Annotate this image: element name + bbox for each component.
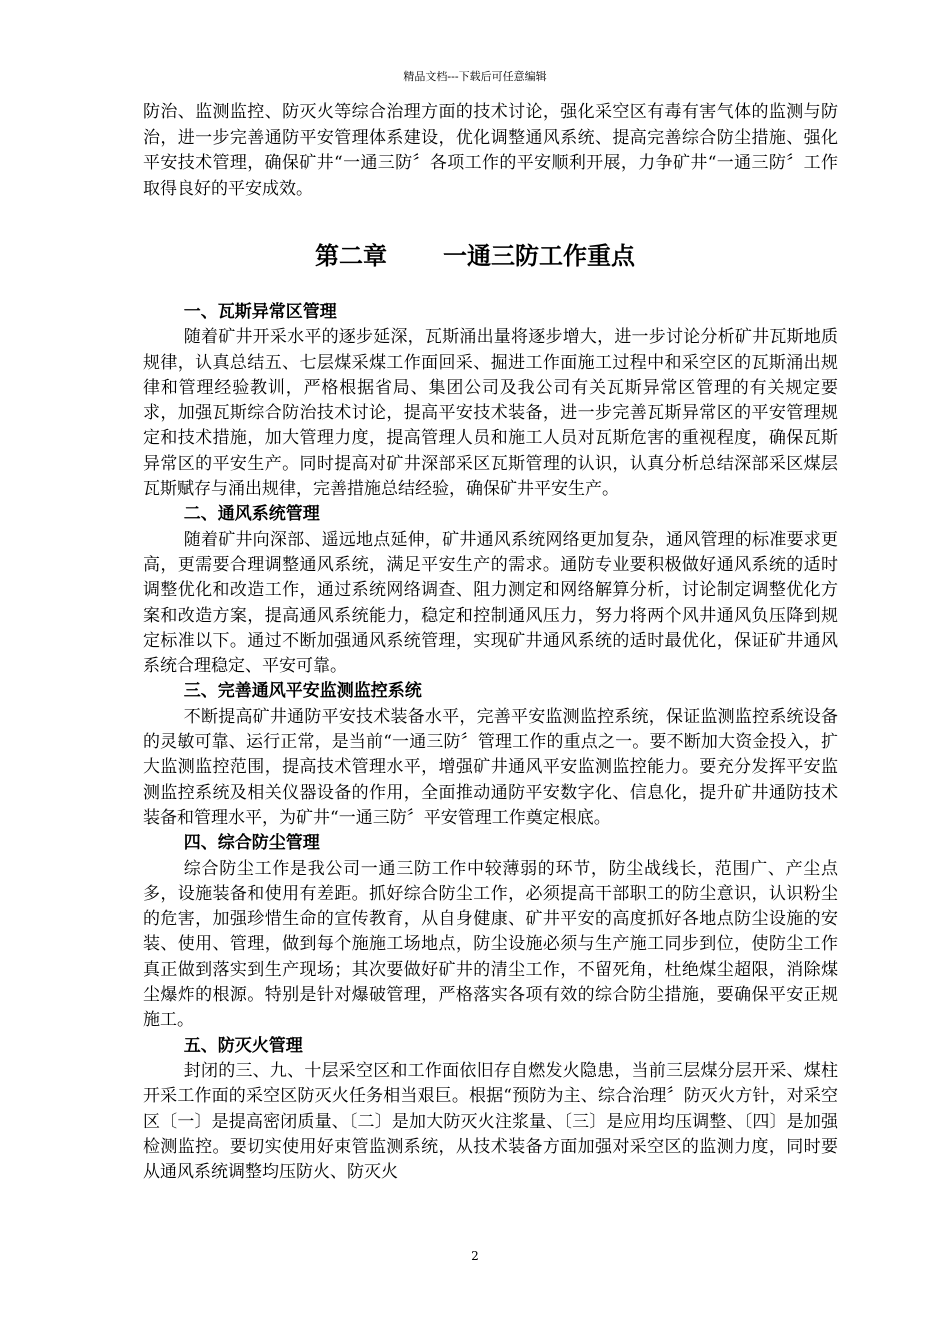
chapter-name: 一通三防工作重点 — [443, 241, 635, 270]
section-text: 不断提高矿井通防平安技术装备水平，完善平安监测监控系统，保证监测监控系统设备的灵敏可靠、运行正常，是当前“一通三防〞管理工作的重点之一。要不断加大资金投入，扩大监测监控范围，提高技术管理水平，增强矿井通风平安监测监控能力。要充分发挥平安监测监控系统及相关仪器设备的作用，全面推动通防平安数字化、信息化，提升矿井通防技术装备和管理水平，为矿井“一通三防〞平安管理工作奠定根底。 — [143, 706, 838, 828]
section-text: 随着矿井向深部、遥远地点延伸，矿井通风系统网络更加复杂，通风管理的标准要求更高，更需要合理调整通风系统，满足平安生产的需求。通防专业要积极做好通风系统的适时调整优化和改造工作，通过系统网络调查、阻力测定和网络解算分析，讨论制定调整优化方案和改造方案，提高通风系统能力，稳定和控制通风压力，努力将两个风井通风负压降到规定标准以下。通过不断加强通风系统管理，实现矿井通风系统的适时最优化，保证矿井通风系统合理稳定、平安可靠。 — [143, 529, 838, 677]
page-number: 2 — [471, 1249, 479, 1263]
page-header: 精品文档---下载后可任意编辑 — [403, 70, 547, 83]
section-text: 综合防尘工作是我公司一通三防工作中较薄弱的环节，防尘战线长，范围广、产尘点多，设施装备和使用有差距。抓好综合防尘工作，必须提高干部职工的防尘意识，认识粉尘的危害，加强珍惜生命的宣传教育，从自身健康、矿井平安的高度抓好各地点防尘设施的安装、使用、管理，做到每个施施工场地点，防尘设施必须与生产施工同步到位，使防尘工作真正做到落实到生产现场；其次要做好矿井的清尘工作，不留死角，杜绝煤尘超限，消除煤尘爆炸的根源。特别是针对爆破管理，严格落实各项有效的综合防尘措施，要确保平安正规施工。 — [143, 858, 838, 1031]
section-text: 随着矿井开采水平的逐步延深，瓦斯涌出量将逐步增大，进一步讨论分析矿井瓦斯地质规律，认真总结五、七层煤采煤工作面回采、掘进工作面施工过程中和采空区的瓦斯涌出规律和管理经验教训，严格根据省局、集团公司及我公司有关瓦斯异常区管理的有关规定要求，加强瓦斯综合防治技术讨论，提高平安技术装备，进一步完善瓦斯异常区的平安管理规定和技术措施，加大管理力度，提高管理人员和施工人员对瓦斯危害的重视程度，确保瓦斯异常区的平安生产。同时提高对矿井深部采区瓦斯管理的认识，认真分析总结深部采区煤层瓦斯赋存与涌出规律，完善措施总结经验，确保矿井平安生产。 — [143, 327, 838, 500]
section-heading: 二、通风系统管理 — [183, 504, 320, 525]
section-text: 封闭的三、九、十层采空区和工作面依旧存自燃发火隐患，当前三层煤分层开采、煤柱开采工作面的采空区防灭火任务相当艰巨。根据“预防为主、综合治理〞防灭火方针，对采空区〔一〕是提高密闭质量、〔二〕是加大防灭火注浆量、〔三〕是应用均压调整、〔四〕是加强检测监控。要切实使用好束管监测系统，从技术装备方面加强对采空区的监测力度，同时要从通风系统调整均压防火、防灭火 — [143, 1060, 838, 1183]
section-heading: 三、完善通风平安监测监控系统 — [183, 681, 422, 702]
section-heading: 一、瓦斯异常区管理 — [183, 302, 337, 322]
section-heading: 五、防灭火管理 — [183, 1035, 303, 1056]
document-body — [143, 300, 838, 1185]
chapter-number: 第二章 — [315, 241, 387, 270]
intro-paragraph — [143, 100, 838, 202]
intro-text: 防治、监测监控、防灭火等综合治理方面的技术讨论，强化采空区有毒有害气体的监测与防治，进一步完善通防平安管理体系建设，优化调整通风系统、提高完善综合防尘措施、强化平安技术管理，确保矿井“一通三防〞各项工作的平安顺利开展，力争矿井“一通三防〞工作取得良好的平安成效。 — [143, 102, 838, 199]
section-heading: 四、综合防尘管理 — [183, 833, 320, 854]
chapter-title — [0, 236, 950, 271]
